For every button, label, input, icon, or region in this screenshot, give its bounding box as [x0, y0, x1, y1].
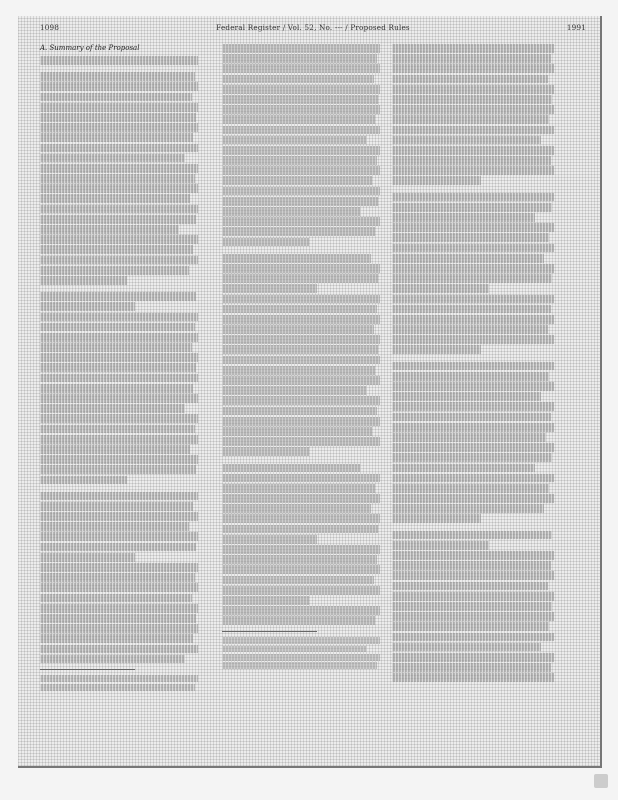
- text-line: [40, 634, 193, 643]
- text-line: [392, 622, 549, 631]
- text-line: [392, 372, 549, 381]
- text-line: [40, 266, 189, 275]
- text-line: [392, 156, 551, 165]
- text-line: [40, 594, 192, 603]
- text-line: [392, 233, 549, 242]
- text-line: [40, 302, 135, 311]
- text-line: [392, 64, 554, 73]
- text-line: [222, 315, 380, 324]
- text-line: [222, 366, 375, 375]
- text-line: [222, 464, 361, 473]
- text-line: [222, 484, 375, 493]
- text-line: [222, 545, 380, 554]
- text-line: [392, 146, 554, 155]
- text-line: [222, 75, 374, 84]
- text-line: [40, 225, 179, 234]
- text-line: [392, 433, 546, 442]
- text-line: [222, 197, 378, 206]
- text-line: [392, 541, 489, 550]
- text-line: [222, 325, 374, 334]
- text-line: [392, 166, 554, 175]
- text-line: [392, 402, 554, 411]
- text-line: [222, 64, 380, 73]
- text-line: [392, 464, 535, 473]
- text-line: [392, 295, 554, 304]
- text-line: [40, 543, 196, 552]
- text-line: [222, 335, 380, 344]
- text-line: [392, 264, 554, 273]
- text-line: [40, 425, 195, 434]
- text-line: [40, 583, 198, 592]
- text-line: [40, 532, 198, 541]
- running-header: [40, 20, 586, 34]
- text-line: [392, 213, 535, 222]
- text-line: [40, 684, 195, 691]
- text-line: [40, 363, 196, 372]
- section-heading: A. Summary of the Proposal: [40, 44, 140, 52]
- text-line: [222, 535, 317, 544]
- text-line: [392, 653, 554, 662]
- text-line: [392, 345, 481, 354]
- text-line: [392, 126, 554, 135]
- text-line: [40, 194, 190, 203]
- text-line: [40, 56, 198, 65]
- text-line: [222, 586, 380, 595]
- text-line: [40, 645, 198, 654]
- text-line: [392, 105, 554, 114]
- text-line: [222, 166, 380, 175]
- text-line: [392, 176, 481, 185]
- text-line: [222, 284, 317, 293]
- text-line: [222, 238, 309, 247]
- text-line: [392, 602, 552, 611]
- text-line: [392, 325, 548, 334]
- text-line: [392, 223, 554, 232]
- text-line: [392, 305, 551, 314]
- text-line: [40, 563, 198, 572]
- text-line: [222, 474, 380, 483]
- header-title: Federal Register / Vol. 52, No. --- / Proposed Rules: [216, 22, 410, 32]
- text-line: [392, 115, 549, 124]
- text-line: [222, 596, 309, 605]
- text-line: [40, 455, 198, 464]
- text-line: [222, 254, 371, 263]
- text-line: [222, 396, 380, 405]
- text-line: [222, 176, 372, 185]
- text-line: [392, 561, 551, 570]
- text-line: [40, 512, 198, 521]
- text-line: [40, 394, 198, 403]
- text-line: [392, 443, 554, 452]
- text-line: [40, 93, 192, 102]
- text-line: [40, 553, 135, 562]
- text-line: [222, 407, 377, 416]
- text-line: [392, 413, 551, 422]
- text-line: [222, 376, 380, 385]
- column-1-body: [40, 56, 198, 691]
- text-line: [222, 105, 380, 114]
- text-line: [222, 156, 377, 165]
- text-line: [392, 673, 554, 682]
- text-line: [392, 633, 554, 642]
- text-line: [40, 276, 127, 285]
- text-line: [392, 592, 554, 601]
- text-column-2: [222, 44, 380, 671]
- text-line: [40, 384, 193, 393]
- text-line: [222, 264, 380, 273]
- text-line: [222, 437, 380, 446]
- text-line: [222, 525, 378, 534]
- text-line: [392, 474, 554, 483]
- text-line: [40, 292, 196, 301]
- text-line: [392, 75, 548, 84]
- page-curl: [594, 774, 608, 788]
- text-line: [392, 254, 544, 263]
- text-line: [392, 193, 554, 202]
- text-line: [392, 362, 554, 371]
- text-line: [392, 582, 548, 591]
- text-line: [392, 453, 552, 462]
- text-line: [40, 476, 127, 485]
- text-line: [392, 663, 551, 672]
- text-line: [40, 445, 190, 454]
- text-line: [222, 637, 380, 644]
- text-line: [222, 514, 380, 523]
- text-line: [40, 675, 198, 682]
- text-line: [222, 217, 380, 226]
- text-line: [222, 115, 375, 124]
- text-line: [222, 274, 378, 283]
- text-line: [40, 144, 198, 153]
- text-line: [40, 655, 185, 664]
- text-line: [392, 612, 554, 621]
- text-line: [392, 514, 481, 523]
- text-line: [222, 146, 380, 155]
- text-line: [40, 353, 198, 362]
- text-line: [222, 417, 380, 426]
- text-line: [40, 502, 193, 511]
- text-line: [222, 305, 377, 314]
- text-line: [40, 235, 198, 244]
- text-line: [40, 113, 196, 122]
- text-line: [40, 492, 198, 501]
- text-line: [222, 494, 380, 503]
- text-line: [40, 404, 185, 413]
- text-line: [222, 85, 380, 94]
- text-line: [40, 123, 198, 132]
- text-line: [40, 465, 196, 474]
- text-line: [392, 274, 552, 283]
- text-line: [222, 616, 375, 625]
- column-2-body: [222, 44, 380, 669]
- text-line: [222, 555, 377, 564]
- text-line: [222, 606, 380, 615]
- text-line: [40, 184, 198, 193]
- text-line: [40, 522, 189, 531]
- text-line: [392, 531, 552, 540]
- text-line: [222, 576, 374, 585]
- text-line: [222, 295, 380, 304]
- text-line: [40, 323, 195, 332]
- text-line: [392, 504, 544, 513]
- text-line: [222, 356, 380, 365]
- column-3-body: [392, 44, 554, 682]
- text-line: [40, 154, 185, 163]
- text-line: [40, 245, 193, 254]
- text-line: [392, 315, 554, 324]
- text-line: [40, 343, 192, 352]
- text-line: [392, 643, 541, 652]
- text-line: [40, 604, 198, 613]
- text-line: [392, 335, 554, 344]
- text-line: [40, 164, 198, 173]
- text-line: [222, 345, 378, 354]
- footnote-rule: [40, 669, 135, 670]
- footnote-rule: [222, 631, 317, 632]
- text-line: [392, 95, 552, 104]
- text-line: [392, 54, 551, 63]
- text-line: [392, 44, 554, 53]
- text-line: [392, 551, 554, 560]
- text-line: [222, 565, 380, 574]
- text-line: [40, 333, 198, 342]
- text-line: [40, 215, 196, 224]
- text-line: [40, 174, 195, 183]
- text-line: [222, 654, 380, 661]
- text-line: [40, 103, 198, 112]
- text-line: [392, 244, 554, 253]
- text-line: [40, 414, 198, 423]
- text-line: [222, 44, 380, 53]
- text-line: [40, 614, 196, 623]
- text-line: [222, 95, 378, 104]
- text-line: [40, 624, 198, 633]
- text-line: [392, 136, 541, 145]
- text-line: [222, 447, 309, 456]
- text-line: [40, 573, 195, 582]
- text-line: [222, 427, 372, 436]
- text-line: [222, 187, 380, 196]
- text-line: [40, 256, 198, 265]
- text-line: [392, 284, 489, 293]
- text-line: [392, 494, 554, 503]
- text-column-3: [392, 44, 554, 683]
- text-line: [40, 435, 198, 444]
- text-line: [392, 571, 554, 580]
- text-line: [222, 646, 367, 653]
- text-line: [40, 205, 198, 214]
- text-line: [40, 313, 198, 322]
- text-line: [40, 72, 195, 81]
- header-left: 1098: [40, 22, 60, 32]
- text-line: [222, 662, 377, 669]
- text-line: [392, 484, 549, 493]
- text-line: [392, 392, 541, 401]
- text-line: [222, 54, 377, 63]
- text-line: [40, 82, 198, 91]
- text-line: [40, 374, 198, 383]
- text-line: [222, 227, 375, 236]
- text-column-1: [40, 44, 198, 692]
- text-line: [222, 386, 367, 395]
- text-line: [392, 203, 552, 212]
- text-line: [392, 85, 554, 94]
- text-line: [222, 207, 361, 216]
- text-line: [222, 126, 380, 135]
- text-line: [222, 504, 371, 513]
- text-line: [392, 423, 554, 432]
- header-right: 1991: [566, 22, 586, 32]
- text-line: [40, 133, 193, 142]
- text-line: [222, 136, 367, 145]
- text-line: [392, 382, 554, 391]
